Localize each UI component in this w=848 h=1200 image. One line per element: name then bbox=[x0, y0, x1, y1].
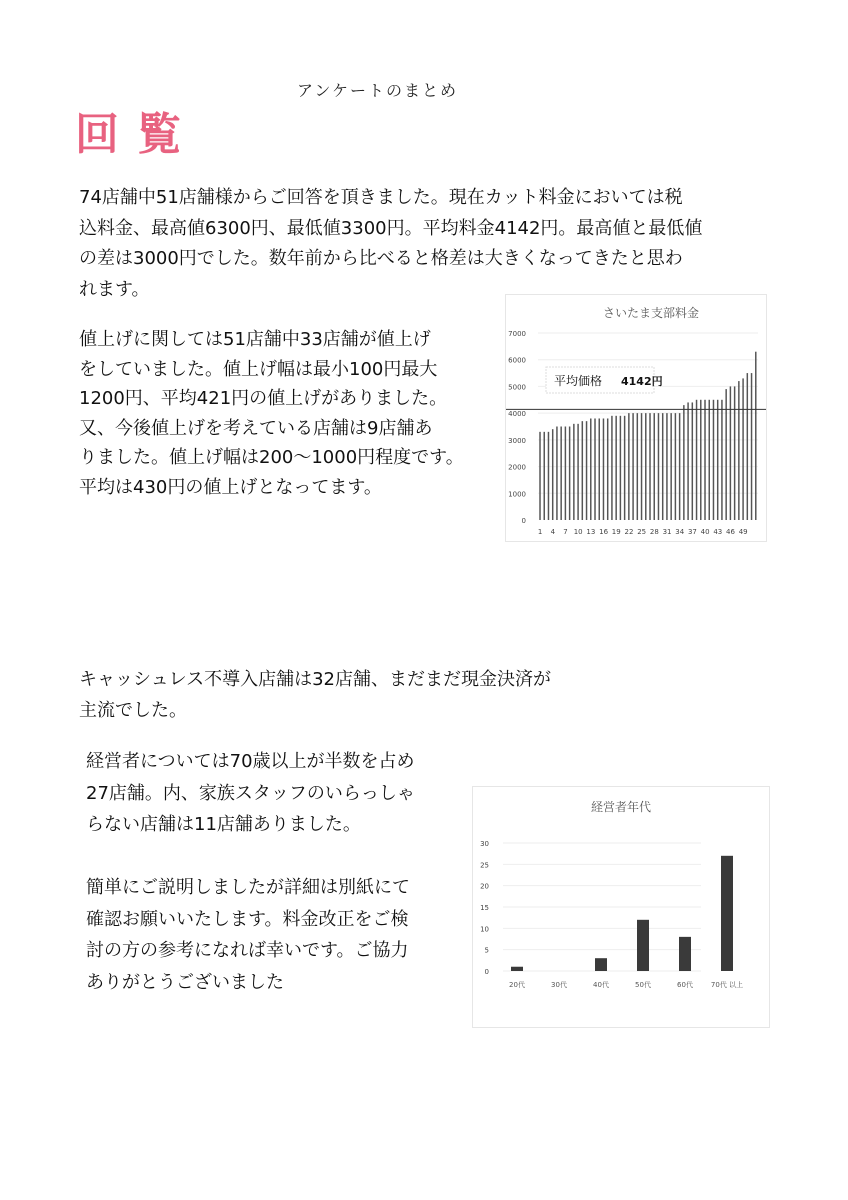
price-bar bbox=[607, 418, 608, 520]
price-bar bbox=[654, 413, 655, 520]
x-tick-label: 7 bbox=[563, 528, 568, 536]
price-bar bbox=[577, 424, 578, 520]
price-bar bbox=[624, 416, 625, 520]
y-tick-label: 3000 bbox=[508, 436, 526, 445]
price-bar bbox=[738, 381, 739, 520]
price-bar bbox=[730, 386, 731, 520]
x-tick-label: 22 bbox=[624, 528, 634, 536]
x-tick-label: 40代 bbox=[593, 981, 609, 989]
price-bar bbox=[709, 400, 710, 520]
price-chart bbox=[505, 294, 767, 542]
price-bar bbox=[628, 413, 629, 520]
price-chart-svg bbox=[506, 295, 766, 541]
price-bar bbox=[679, 413, 680, 520]
price-bar bbox=[637, 413, 638, 520]
price-bar bbox=[620, 416, 621, 520]
x-tick-label: 31 bbox=[662, 528, 672, 536]
price-bar bbox=[721, 400, 722, 520]
owner-age-paragraph: 経営者については70歳以上が半数を占め 27店舗。内、家族スタッフのいらっしゃ らない店舗は11店舗ありました。 bbox=[86, 751, 415, 835]
owner-age-chart-svg bbox=[473, 787, 769, 1027]
circulation-stamp: 回覧 bbox=[75, 109, 199, 160]
price-bar bbox=[586, 421, 587, 520]
x-tick-label: 1 bbox=[537, 528, 543, 536]
x-tick-label: 40 bbox=[700, 528, 710, 536]
age-bar bbox=[721, 856, 733, 971]
price-bar bbox=[560, 427, 561, 521]
owner-age-chart bbox=[472, 786, 770, 1028]
price-bar bbox=[582, 421, 583, 520]
price-bar bbox=[696, 400, 697, 520]
y-tick-label: 5000 bbox=[508, 383, 526, 392]
document-title: アンケートのまとめ bbox=[297, 81, 459, 100]
age-bar bbox=[595, 958, 607, 971]
y-tick-label: 20 bbox=[480, 882, 489, 891]
y-tick-label: 10 bbox=[480, 925, 489, 934]
price-bar bbox=[700, 400, 701, 520]
y-tick-label: 6000 bbox=[508, 356, 526, 365]
y-tick-label: 4000 bbox=[508, 410, 526, 419]
age-bar bbox=[637, 920, 649, 971]
price-bar bbox=[556, 427, 557, 521]
price-bar bbox=[590, 418, 591, 520]
x-tick-label: 37 bbox=[687, 528, 697, 536]
average-annotation-label: 平均価格 bbox=[554, 374, 603, 388]
price-bar bbox=[569, 427, 570, 521]
age-bar bbox=[679, 937, 691, 971]
price-bar bbox=[734, 386, 735, 520]
x-tick-label: 30代 bbox=[551, 981, 567, 989]
owner-age-chart-title: 経営者年代 bbox=[590, 800, 652, 814]
age-bar bbox=[511, 967, 523, 971]
price-bar bbox=[747, 373, 748, 520]
closing-paragraph: 簡単にご説明しましたが詳細は別紙にて 確認お願いいたします。料金改正をご検 討の方の参考になれば幸いです。ご協力 ありがとうございました bbox=[86, 877, 410, 993]
y-tick-label: 2000 bbox=[508, 463, 526, 472]
price-bar bbox=[717, 400, 718, 520]
y-tick-label: 5 bbox=[484, 946, 489, 955]
x-tick-label: 34 bbox=[675, 528, 685, 536]
x-tick-label: 70代 以上 bbox=[710, 981, 744, 989]
y-tick-label: 25 bbox=[480, 861, 489, 870]
y-tick-label: 0 bbox=[521, 517, 526, 525]
x-tick-label: 25 bbox=[637, 528, 647, 536]
price-bar bbox=[565, 427, 566, 521]
cashless-paragraph: キャッシュレス不導入店舗は32店舗、まだまだ現金決済が 主流でした。 bbox=[79, 669, 552, 721]
price-bar bbox=[552, 429, 553, 520]
price-chart-title: さいたま支部料金 bbox=[602, 306, 700, 320]
price-bar bbox=[692, 402, 693, 520]
price-bar bbox=[548, 432, 549, 520]
price-bar bbox=[675, 413, 676, 520]
price-bar bbox=[658, 413, 659, 520]
x-tick-label: 20代 bbox=[509, 981, 525, 989]
price-bar bbox=[611, 416, 612, 520]
price-bar bbox=[649, 413, 650, 520]
x-tick-label: 10 bbox=[573, 528, 583, 536]
price-bar bbox=[662, 413, 663, 520]
price-increase-paragraph: 値上げに関しては51店舗中33店舗が値上げ をしていました。値上げ幅は最小100円最大 1200円、平均421円の値上げがありました。 又、今後値上げを考えている店舗は9店舗あ りました。値上げ幅は200〜1000円程度です。 平均は430円の値上げとなってます。 bbox=[79, 329, 464, 498]
x-tick-label: 50代 bbox=[635, 981, 651, 989]
price-bar bbox=[713, 400, 714, 520]
x-tick-label: 43 bbox=[713, 528, 723, 536]
y-tick-label: 0 bbox=[484, 968, 489, 976]
y-tick-label: 7000 bbox=[508, 330, 526, 338]
x-tick-label: 28 bbox=[649, 528, 659, 536]
price-bar bbox=[641, 413, 642, 520]
price-bar bbox=[615, 416, 616, 520]
average-annotation-value: 4142円 bbox=[621, 375, 663, 388]
y-tick-label: 30 bbox=[480, 840, 489, 848]
y-tick-label: 15 bbox=[480, 904, 489, 912]
x-tick-label: 46 bbox=[726, 528, 735, 536]
price-bar bbox=[742, 378, 743, 520]
price-bar bbox=[725, 389, 726, 520]
x-tick-label: 60代 bbox=[677, 981, 693, 989]
price-bar bbox=[683, 405, 684, 520]
price-bar bbox=[539, 432, 540, 520]
price-bar bbox=[603, 418, 604, 520]
price-bar bbox=[599, 418, 600, 520]
price-bar bbox=[632, 413, 633, 520]
price-bar bbox=[704, 400, 705, 520]
x-tick-label: 13 bbox=[586, 528, 596, 536]
x-tick-label: 49 bbox=[738, 528, 748, 536]
price-bar bbox=[670, 413, 671, 520]
price-bar bbox=[544, 432, 545, 520]
summary-paragraph: 74店舗中51店舗様からご回答を頂きました。現在カット料金においては税 込料金、最高値6300円、最低値3300円。平均料金4142円。最高値と最低値 の差は3000円でした。数年前から比べると格差は大きくなってきたと思わ れます。 bbox=[79, 187, 703, 300]
price-bar bbox=[687, 402, 688, 520]
price-bar bbox=[666, 413, 667, 520]
price-bar bbox=[594, 418, 595, 520]
x-tick-label: 19 bbox=[611, 528, 621, 536]
price-bar bbox=[755, 352, 756, 520]
x-tick-label: 4 bbox=[550, 528, 556, 536]
price-bar bbox=[645, 413, 646, 520]
y-tick-label: 1000 bbox=[508, 490, 526, 499]
price-bar bbox=[573, 424, 574, 520]
x-tick-label: 16 bbox=[599, 528, 609, 536]
price-bar bbox=[751, 373, 752, 520]
